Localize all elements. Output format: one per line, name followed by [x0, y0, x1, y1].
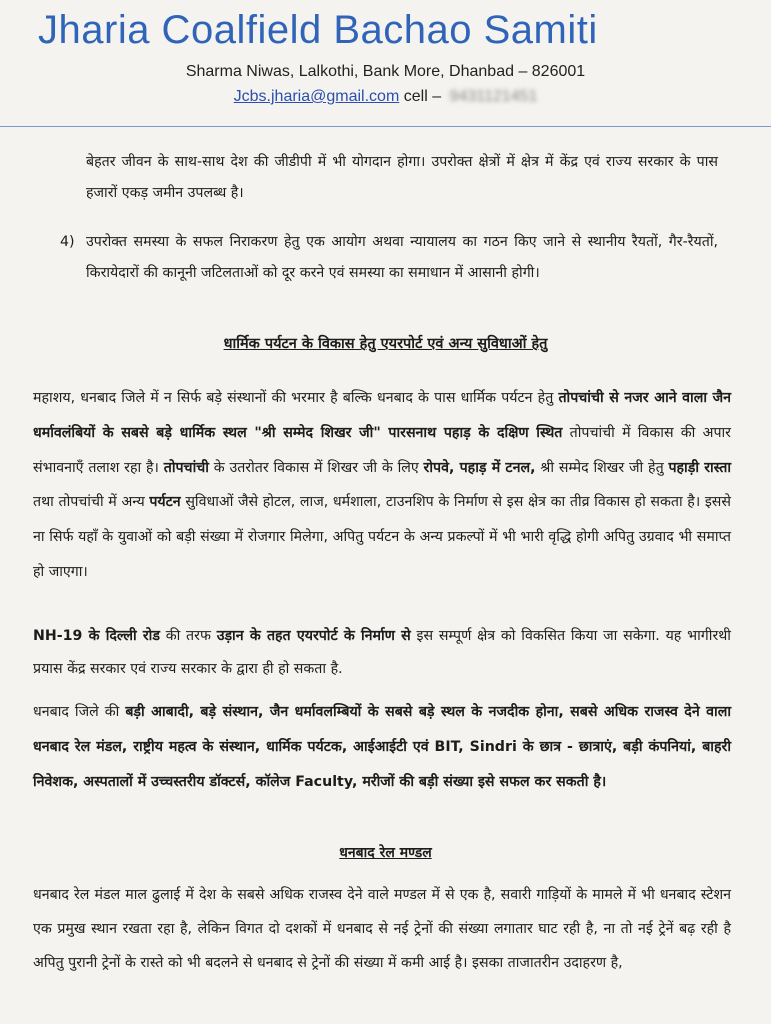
- paragraph-rail-division: धनबाद रेल मंडल माल ढुलाई में देश के सबसे अधिक राजस्व देने वाले मण्डल में से एक है, सवारी गाड़ियों के मामले में भी धनबाद स्टेशन एक प्रमुख स्थान रखता रहा है, लेकिन विगत दो दशकों में धनबाद से नई ट्रेनों की संख्या लगातार घाट रही है, ना तो नई ट्रेनें बढ़ रही है अपितु पुरानी ट्रेनों के रास्ते को भी बदलने से धनबाद से ट्रेनों की संख्या में कमी आई है। इसका ताजातरीन उदाहरण है,: [33, 887, 731, 971]
- cell-label: cell –: [403, 88, 442, 105]
- list-item-number: 4): [60, 234, 75, 250]
- section-heading-rail-division: धनबाद रेल मण्डल: [339, 845, 432, 861]
- paragraph-airport: NH-19 के दिल्ली रोड की तरफ उड़ान के तहत एयरपोर्ट के निर्माण से इस सम्पूर्ण क्षेत्र को विकसित किया जा सकेगा. यह भागीरथी प्रयास केंद्र सरकार एवं राज्य सरकार के द्वारा ही हो सकता है.: [33, 628, 731, 677]
- paragraph-tourism-development: महाशय, धनबाद जिले में न सिर्फ बड़े संस्थानों की भरमार है बल्कि धनबाद के पास धार्मिक पर्यटन हेतु तोपचांची से नजर आने वाला जैन धर्मावलंबियों के सबसे बड़े धार्मिक स्थल "श्री सम्मेद शिखर जी" पारसनाथ पहाड़ के दक्षिण स्थित तोपचांची में विकास की अपार संभावनाएँ तलाश रहा है। तोपचांची के उतरोतर विकास में शिखर जी के लिए रोपवे, पहाड़ में टनल, श्री सम्मेद शिखर जी हेतु पहाड़ी रास्ता तथा तोपचांची में अन्य पर्यटन सुविधाओं जैसे होटल, लाज, धर्मशाला, टाउनशिप के निर्माण से इस क्षेत्र का तीव्र विकास हो सकता है। इससे ना सिर्फ यहाँ के युवाओं को बड़ी संख्या में रोजगार मिलेगा, अपितु पर्यटन के अन्य प्रकल्पों में भी भारी वृद्धि होगी अपितु उग्रवाद भी समाप्त हो जाएगा।: [33, 390, 732, 580]
- paragraph-success-factors: धनबाद जिले की बड़ी आबादी, बड़े संस्थान, जैन धर्मावलम्बियों के सबसे बड़े स्थल के नजदीक होना, सबसे अधिक राजस्व देने वाला धनबाद रेल मंडल, राष्ट्रीय महत्व के संस्थान, धार्मिक पर्यटक, आईआईटी एवं BIT, Sindri के छात्र - छात्राएं, बड़ी कंपनियां, बाहरी निवेशक, अस्पतालों में उच्चस्तरीय डॉक्टर्स, कॉलेज Faculty, मरीजों की बड़ी संख्या इसे सफल कर सकती है।: [33, 704, 731, 790]
- contact-line: [0, 88, 771, 106]
- organization-address: Sharma Niwas, Lalkothi, Bank More, Dhanbad – 826001: [185, 63, 586, 80]
- header-divider: [0, 126, 771, 127]
- phone-number-redacted: 9431121451: [449, 88, 538, 105]
- organization-name: Jharia Coalfield Bachao Samiti: [38, 8, 598, 52]
- email-link[interactable]: Jcbs.jharia@gmail.com: [233, 88, 400, 105]
- paragraph-gdp-contribution: बेहतर जीवन के साथ-साथ देश की जीडीपी में भी योगदान होगा। उपरोक्त क्षेत्रों में क्षेत्र में केंद्र एवं राज्य सरकार के पास हजारों एकड़ जमीन उपलब्ध है।: [86, 154, 718, 201]
- section-heading-tourism: धार्मिक पर्यटन के विकास हेतु एयरपोर्ट एवं अन्य सुविधाओं हेतु: [223, 336, 548, 352]
- list-item-commission: उपरोक्त समस्या के सफल निराकरण हेतु एक आयोग अथवा न्यायालय का गठन किए जाने से स्थानीय रैयतों, गैर-रैयतों, किरायेदारों की कानूनी जटिलताओं को दूर करने एवं समस्या का समाधान में आसानी होगी।: [86, 234, 718, 281]
